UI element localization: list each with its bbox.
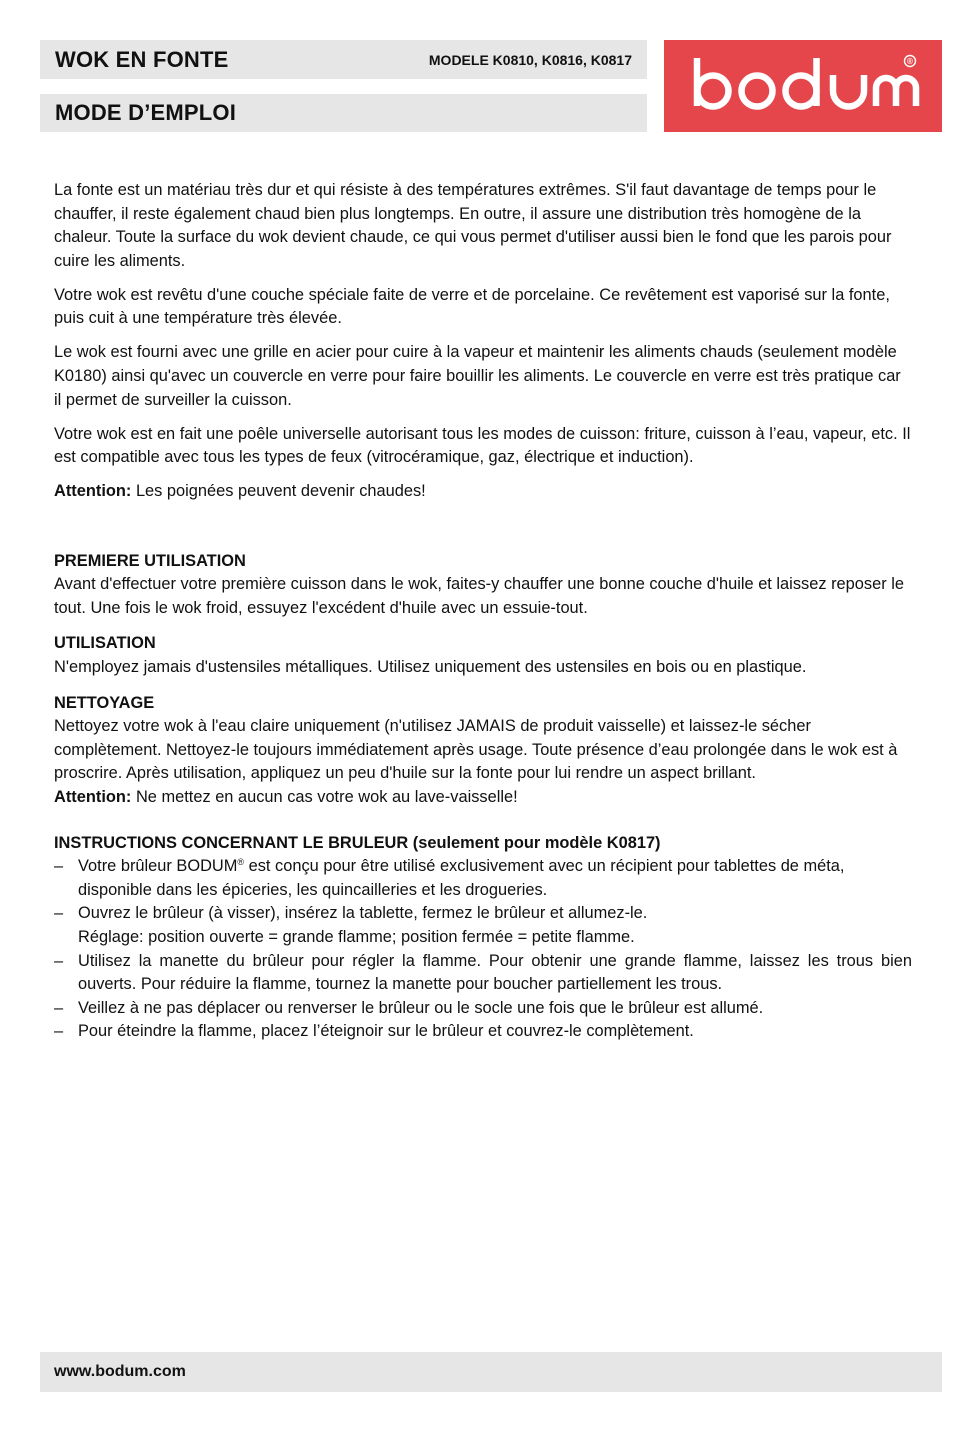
attention-note-dishwasher bbox=[54, 786, 912, 810]
list-item: – Veillez à ne pas déplacer ou renverser le brûleur ou le socle une fois que le brûleur est allumé. bbox=[54, 997, 912, 1021]
intro-paragraph-3: Le wok est fourni avec une grille en acier pour cuire à la vapeur et maintenir les aliments chauds (seulement modèle K0180) ainsi qu'avec un couvercle en verre pour faire bouillir les aliments. Le couvercle en verre est très pratique car il permet de surveiller la cuisson. bbox=[54, 343, 901, 409]
list-item: – Votre brûleur BODUM® est conçu pour être utilisé exclusivement avec un récipient pour tablettes de méta, disponible dans les épiceries, les quincailleries et les drogueries. bbox=[54, 855, 912, 902]
attention-text: Les poignées peuvent devenir chaudes! bbox=[131, 482, 426, 501]
header-bar-subtitle bbox=[40, 94, 647, 132]
bodum-logo-wordmark bbox=[664, 40, 942, 132]
list-item: – Pour éteindre la flamme, placez l’éteignoir sur le brûleur et couvrez-le complètement. bbox=[54, 1020, 912, 1044]
intro-paragraph-1: La fonte est un matériau très dur et qui résiste à des températures extrêmes. S'il faut davantage de temps pour le chauffer, il reste également chaud bien plus longtemps. En outre, il assure une distribution très homogène de la chaleur. Toute la surface du wok devient chaude, ce qui vous permet d'utiliser aussi bien le fond que les parois pour cuire les aliments. bbox=[54, 181, 892, 270]
section-text-cleaning: Nettoyez votre wok à l'eau claire uniquement (n'utilisez JAMAIS de produit vaisselle) et laissez-le sécher complètement. Nettoyez-le toujours immédiatement après usage. Toute présence d’eau prolongée dans le wok est à proscrire. Après utilisation, appliquez un peu d'huile sur la fonte pour lui rendre un aspect brillant. bbox=[54, 717, 898, 783]
section-burner bbox=[54, 832, 912, 1044]
attention-text: Ne mettez en aucun cas votre wok au lave-vaisselle! bbox=[131, 788, 518, 807]
registered-mark: ® bbox=[237, 857, 245, 868]
header-bar-title bbox=[40, 40, 647, 79]
section-cleaning bbox=[54, 692, 912, 786]
section-title-first-use: PREMIERE UTILISATION bbox=[54, 551, 246, 570]
attention-note-handles bbox=[54, 480, 912, 504]
list-item: – Ouvrez le brûleur (à visser), insérez la tablette, fermez le brûleur et allumez-le. Réglage: position ouverte = grande flamme; position fermée = petite flamme. bbox=[54, 902, 912, 949]
section-use bbox=[54, 632, 912, 679]
bodum-logo bbox=[664, 40, 942, 132]
section-first-use bbox=[54, 550, 912, 621]
model-numbers: MODELE K0810, K0816, K0817 bbox=[428, 51, 632, 68]
attention-label: Attention: bbox=[54, 482, 132, 501]
section-title-cleaning: NETTOYAGE bbox=[54, 693, 155, 712]
registered-mark: ® bbox=[907, 57, 913, 67]
document-subtitle: MODE D’EMPLOI bbox=[55, 100, 237, 125]
section-title-use: UTILISATION bbox=[54, 634, 156, 653]
intro-paragraph-2: Votre wok est revêtu d'une couche spéciale faite de verre et de porcelaine. Ce revêtement est vaporisé sur la fonte, puis cuit à une température très élevée. bbox=[54, 285, 890, 328]
section-text-use: N'employez jamais d'ustensiles métalliques. Utilisez uniquement des ustensiles en bois ou en plastique. bbox=[54, 658, 807, 677]
list-item: – Utilisez la manette du brûleur pour régler la flamme. Pour obtenir une grande flamme, laissez les trous bien ouverts. Pour réduire la flamme, tournez la manette pour boucher partiellement les trous. bbox=[54, 950, 912, 997]
section-title-burner: INSTRUCTIONS CONCERNANT LE BRULEUR (seulement pour modèle K0817) bbox=[54, 833, 661, 852]
section-text-first-use: Avant d'effectuer votre première cuisson dans le wok, faites-y chauffer une bonne couche d'huile et laissez reposer le tout. Une fois le wok froid, essuyez l'excédent d'huile avec un essuie-tout. bbox=[54, 575, 904, 617]
burner-instructions-list bbox=[54, 855, 912, 1044]
attention-label: Attention: bbox=[54, 788, 132, 807]
document-body bbox=[54, 179, 912, 1044]
footer-bar bbox=[40, 1352, 942, 1392]
intro-paragraph-4: Votre wok est en fait une poêle universelle autorisant tous les modes de cuisson: friture, cuisson à l’eau, vapeur, etc. Il est compatible avec tous les types de feux (vitrocéramique, gaz, électrique et induction). bbox=[54, 424, 911, 467]
document-title: WOK EN FONTE bbox=[55, 46, 229, 72]
website-url: www.bodum.com bbox=[54, 1363, 186, 1380]
